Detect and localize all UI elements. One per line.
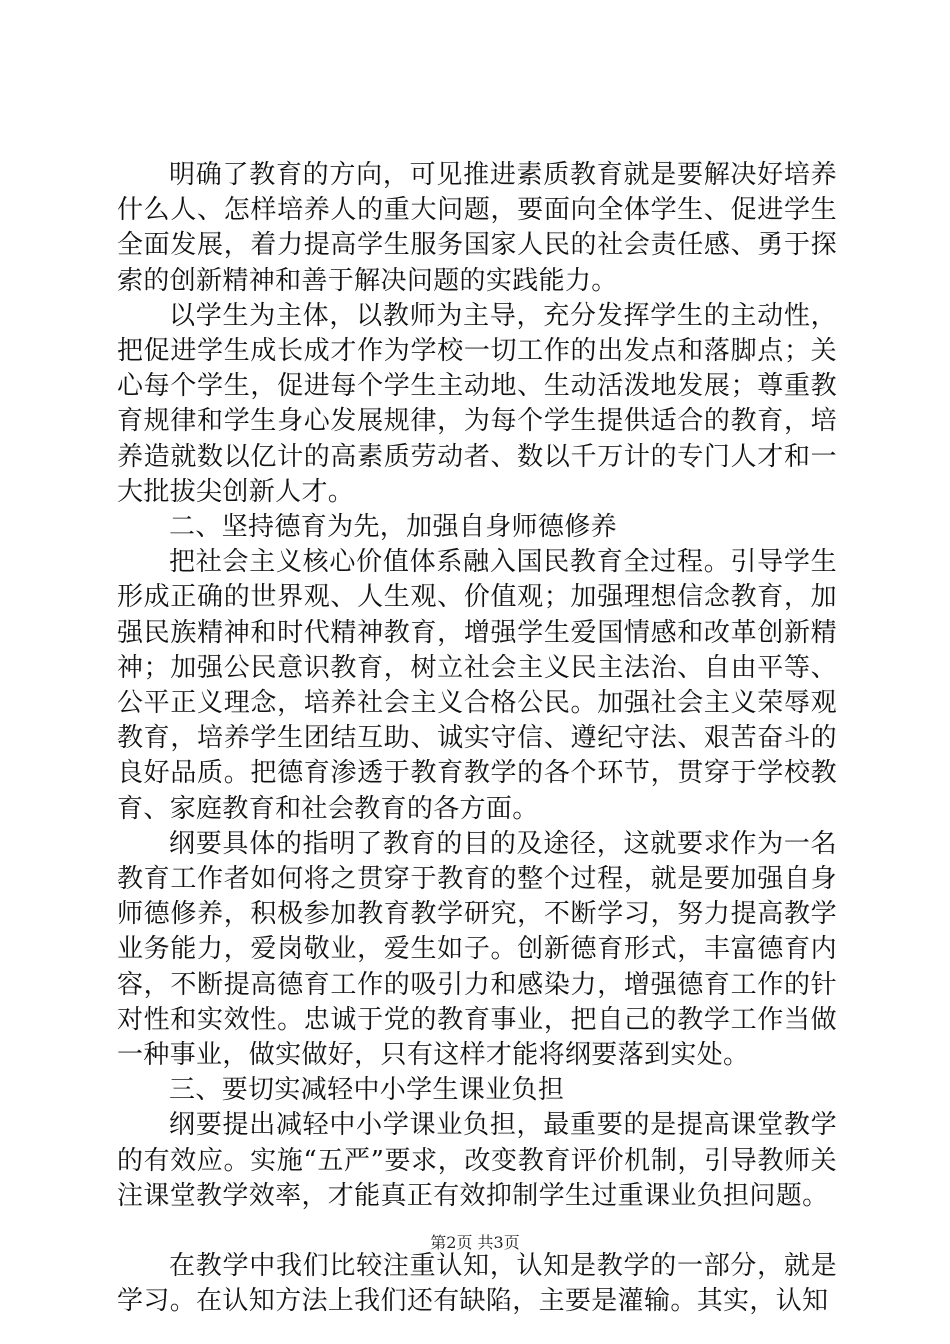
paragraph-6: 在教学中我们比较注重认知，认知是教学的一部分，就是学习。在认知方法上我们还有缺陷，主要是灌输。其实，认知 xyxy=(117,1251,837,1317)
document-body xyxy=(117,158,837,1320)
page-footer: 第2页 共3页 xyxy=(430,1233,520,1252)
paragraph-2: 以学生为主体，以教师为主导，充分发挥学生的主动性，把促进学生成长成才作为学校一切工作的出发点和落脚点；关心每个学生，促进每个学生主动地、生动活泼地发展；尊重教育规律和学生身心发展规律，为每个学生提供适合的教育，培养造就数以亿计的高素质劳动者、数以千万计的专门人才和一大批拔尖创新人才。 xyxy=(117,300,837,507)
paragraph-3: 把社会主义核心价值体系融入国民教育全过程。引导学生形成正确的世界观、人生观、价值观；加强理想信念教育，加强民族精神和时代精神教育，增强学生爱国情感和改革创新精神；加强公民意识教育，树立社会主义民主法治、自由平等、公平正义理念，培养社会主义合格公民。加强社会主义荣辱观教育，培养学生团结互助、诚实守信、遵纪守法、艰苦奋斗的良好品质。把德育渗透于教育教学的各个环节，贯穿于学校教育、家庭教育和社会教育的各方面。 xyxy=(117,547,837,824)
section-heading-2: 二、坚持德育为先，加强自身师德修养 xyxy=(169,512,617,543)
section-heading-3: 三、要切实减轻中小学生课业负担 xyxy=(169,1075,565,1106)
paragraph-4: 纲要具体的指明了教育的目的及途径，这就要求作为一名教育工作者如何将之贯穿于教育的整个过程，就是要加强自身师德修养，积极参加教育教学研究，不断学习，努力提高教学业务能力，爱岗敬业，爱生如子。创新德育形式，丰富德育内容，不断提高德育工作的吸引力和感染力，增强德育工作的针对性和实效性。忠诚于党的教育事业，把自己的教学工作当做一种事业，做实做好，只有这样才能将纲要落到实处。 xyxy=(117,828,837,1071)
paragraph-5: 纲要提出减轻中小学课业负担，最重要的是提高课堂教学的有效应。实施“五严”要求，改变教育评价机制，引导教师关注课堂教学效率，才能真正有效抑制学生过重课业负担问题。 xyxy=(117,1110,837,1211)
paragraph-1: 明确了教育的方向，可见推进素质教育就是要解决好培养什么人、怎样培养人的重大问题，要面向全体学生、促进学生全面发展，着力提高学生服务国家人民的社会责任感、勇于探索的创新精神和善于解决问题的实践能力。 xyxy=(117,160,837,296)
